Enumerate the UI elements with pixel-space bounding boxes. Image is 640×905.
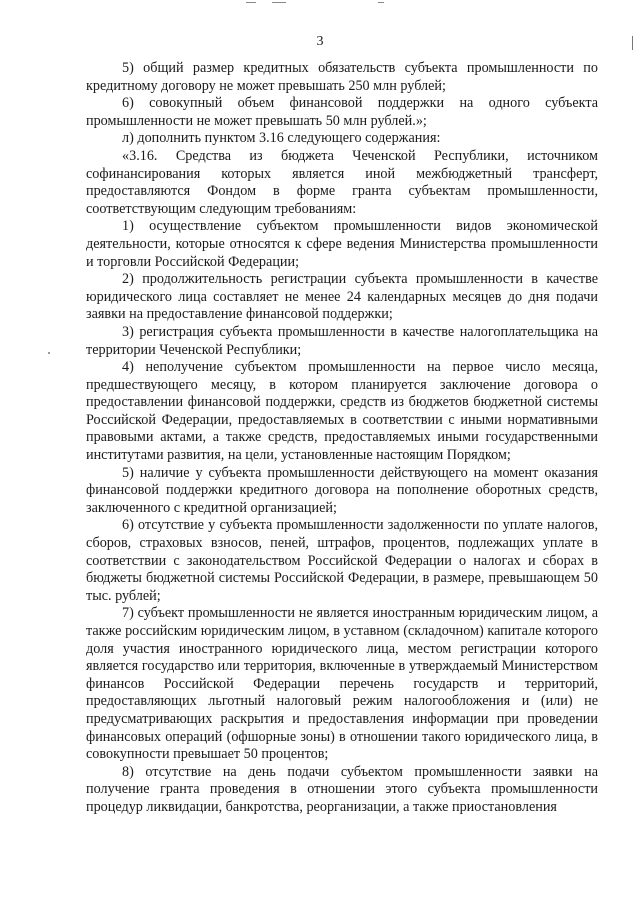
paragraph: 6) совокупный объем финансовой поддержки на одного субъекта промышленности не может превышать 50 млн рублей.»; [86,95,598,129]
scan-artifact [48,352,50,354]
paragraph: «3.16. Средства из бюджета Чеченской Республики, источником софинансирования которых является иной межбюджетный трансферт, предоставляются Фондом в форме гранта субъектам промышленности, соответствующим следующим требованиям: [86,147,598,217]
paragraph: 2) продолжительность регистрации субъекта промышленности в качестве юридического лица составляет не менее 24 календарных месяцев до дня подачи заявки на предоставление финансовой поддержки; [86,271,598,323]
paragraph: 7) субъект промышленности не является иностранным юридическим лицом, а также российским юридическим лицом, в уставном (складочном) капитале которого доля участия иностранного юридического лица, местом регистрации которого является государство или территория, включенные в утверждаемый Министерством финансов Российской Федерации перечень государств и территорий, предоставляющих льготный налоговый режим налогообложения и (или) не предусматривающих раскрытия и предоставления информации при проведении финансовых операций (офшорные зоны) в отношении такого юридического лица, в совокупности превышает 50 процентов; [86,605,598,763]
paragraph: 5) общий размер кредитных обязательств субъекта промышленности по кредитному договору не может превышать 250 млн рублей; [86,60,598,94]
document-body [86,60,598,817]
paragraph: 3) регистрация субъекта промышленности в качестве налогоплательщика на территории Чеченской Республики; [86,323,598,358]
page-number: 3 [316,34,324,49]
paragraph: 8) отсутствие на день подачи субъектом промышленности заявки на получение гранта проведения в отношении этого субъекта промышленности процедур ликвидации, банкротства, реорганизации, а также приостановления [86,763,598,815]
paragraph: 1) осуществление субъектом промышленности видов экономической деятельности, которые относятся к сфере ведения Министерства промышленности и торговли Российской Федерации; [86,218,598,270]
scan-artifact [246,2,256,3]
paragraph: л) дополнить пунктом 3.16 следующего содержания: [122,130,441,147]
paragraph: 6) отсутствие у субъекта промышленности задолженности по уплате налогов, сборов, страховых взносов, пеней, штрафов, процентов, подлежащих уплате в соответствии с законодательством Российской Федерации о налогах и сборах в бюджеты бюджетной системы Российской Федерации, в размере, превышающем 50 тыс. рублей; [86,517,598,604]
paragraph: 4) неполучение субъектом промышленности на первое число месяца, предшествующего месяцу, в котором планируется заключение договора о предоставлении финансовой поддержки, средств из бюджетов бюджетной системы Российской Федерации, предоставляемых в соответствии с иными нормативными правовыми актами, а также средств, предоставляемых иными государственными институтами развития, на цели, установленные настоящим Порядком; [86,359,598,464]
scan-artifact [272,2,286,3]
paragraph: 5) наличие у субъекта промышленности действующего на момент оказания финансовой поддержки кредитного договора на пополнение оборотных средств, заключенного с кредитной организацией; [86,464,598,516]
scan-artifact [378,2,384,3]
